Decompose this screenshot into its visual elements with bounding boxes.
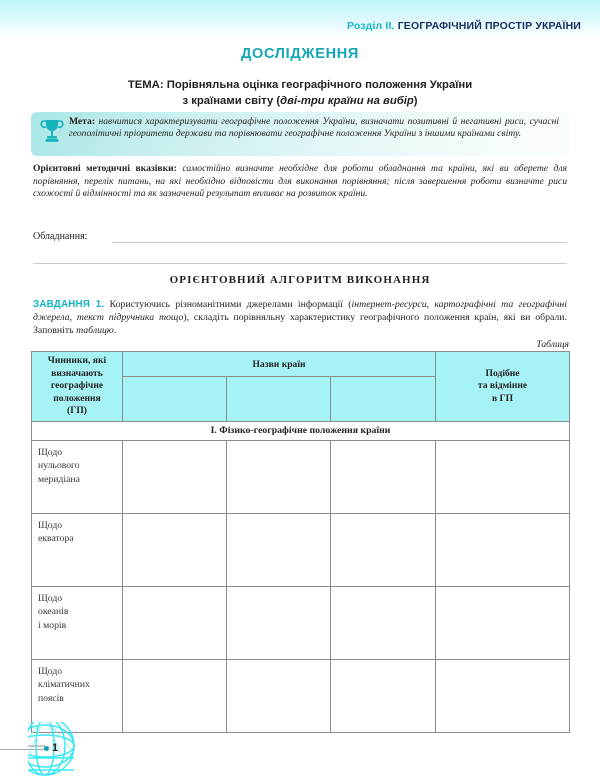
row0-factor-line-0: Щодо — [38, 446, 63, 458]
table-row-factor-0 — [32, 440, 123, 513]
table-cell-r2c2[interactable] — [227, 586, 331, 659]
row3-factor-line-0: Щодо — [38, 665, 63, 677]
equipment-label: Обладнання: — [33, 231, 88, 242]
task-1-italic1: інтернет-ресурси, картографічні та географічні джерела, текст підручника тощо — [33, 299, 568, 324]
table-cell-r1c1[interactable] — [123, 513, 227, 586]
factors-line-3: положення — [53, 392, 101, 404]
goal-label: Мета: — [69, 116, 96, 127]
guidance-body: самостійно визначте необхідне для роботи обладнання та країни, які ви оберете для порівняння, перелік питань, на які необхідно відповісти для виконання порівняння; після завершення роботи визначте риси схожості й відмінності та як зазначений результат впливає на розвиток країни. — [33, 163, 567, 200]
table-row — [32, 513, 570, 586]
task-1-part1: Користуючись різноманітними джерелами інформації ( — [109, 299, 352, 310]
similar-line-2: в ГП — [491, 392, 514, 404]
running-head — [347, 20, 581, 32]
page-number: 1 — [52, 742, 59, 754]
row0-factor-line-2: меридіана — [38, 473, 80, 485]
task-1-label: ЗАВДАННЯ 1. — [33, 299, 105, 310]
table-cell-r3c4[interactable] — [436, 659, 570, 732]
table-section-label-1: I. Фізико-географічне положення країни — [32, 421, 570, 440]
country-name-input-3[interactable] — [331, 376, 436, 421]
table-cell-r0c3[interactable] — [331, 440, 436, 513]
table-caption: Таблиця — [536, 339, 569, 350]
page-number-dot — [44, 746, 49, 751]
row2-factor-line-0: Щодо — [38, 592, 63, 604]
table-header-row-1 — [32, 352, 570, 377]
table-cell-r2c4[interactable] — [436, 586, 570, 659]
task-1-part2: ), складіть порівняльну характеристику географічного положення країн, які ви обрали. Заповніть — [33, 312, 567, 337]
table-cell-r1c4[interactable] — [436, 513, 570, 586]
algorithm-heading: ОРІЄНТОВНИЙ АЛГОРИТМ ВИКОНАННЯ — [169, 274, 431, 286]
table-cell-r0c2[interactable] — [227, 440, 331, 513]
task-1-italic2: таблицю — [76, 325, 114, 337]
factors-line-0: Чинники, які — [47, 355, 107, 366]
task-1-part3: . — [113, 325, 117, 337]
similar-line-1: та відмінне — [477, 380, 528, 392]
table-section-row — [32, 421, 570, 440]
row1-factor-line-1: екватора — [38, 533, 74, 545]
task-1-paragraph — [33, 298, 567, 338]
row3-factor-line-1: кліматичних — [38, 679, 90, 691]
guidance-paragraph — [33, 163, 567, 201]
page-title-line1: ТЕМА: Порівняльна оцінка географічного положення України — [127, 79, 473, 91]
factors-line-2: географічне — [50, 380, 104, 392]
guidance-label: Орієнтовні методичні вказівки: — [33, 163, 177, 174]
table-cell-r3c2[interactable] — [227, 659, 331, 732]
goal-callout — [31, 112, 569, 156]
factors-line-1: визначають — [51, 367, 103, 379]
table-cell-r2c1[interactable] — [123, 586, 227, 659]
country-name-input-1[interactable] — [123, 376, 227, 421]
table-header-similar-different — [436, 352, 570, 422]
goal-body: навчитися характеризувати географічне положення України, визначати позитивні й негативні риси, сучасні геополітичні пріоритети держави та порівнювати географічне положення України з іншими країнами світу. — [69, 116, 560, 140]
table-row — [32, 586, 570, 659]
table-header-countries-group: Назви країн — [123, 352, 436, 377]
row2-factor-line-2: і морів — [38, 619, 67, 631]
page-title-line2 — [30, 93, 570, 109]
running-head-title: ГЕОГРАФІЧНИЙ ПРОСТІР УКРАЇНИ — [397, 20, 581, 32]
country-name-input-2[interactable] — [227, 376, 331, 421]
page-title — [30, 77, 570, 109]
page-title-line2-prefix: з країнами світу ( — [182, 95, 281, 107]
table-header-factors — [32, 352, 123, 422]
row0-factor-line-1: нульового — [38, 460, 80, 472]
table-row — [32, 440, 570, 513]
row2-factor-line-1: океанів — [38, 606, 69, 618]
table-cell-r1c2[interactable] — [227, 513, 331, 586]
table-row — [32, 659, 570, 732]
page-title-line2-italic: дві-три країни на вибір — [280, 95, 414, 107]
table-cell-r0c1[interactable] — [123, 440, 227, 513]
table-cell-r3c1[interactable] — [123, 659, 227, 732]
factors-line-4: (ГП) — [67, 405, 87, 417]
page-kind-title: ДОСЛІДЖЕННЯ — [240, 46, 360, 62]
table-cell-r0c4[interactable] — [436, 440, 570, 513]
table-cell-r2c3[interactable] — [331, 586, 436, 659]
row1-factor-line-0: Щодо — [38, 519, 63, 531]
similar-line-0: Подібне — [485, 367, 520, 379]
comparison-table — [31, 351, 570, 733]
equipment-writeline-1[interactable] — [112, 242, 567, 243]
goal-text — [69, 116, 559, 141]
table-row-factor-2 — [32, 586, 123, 659]
table-cell-r3c3[interactable] — [331, 659, 436, 732]
running-head-prefix: Розділ II. — [346, 20, 395, 32]
table-row-factor-1 — [32, 513, 123, 586]
table-cell-r1c3[interactable] — [331, 513, 436, 586]
equipment-writeline-2[interactable] — [33, 263, 567, 264]
row3-factor-line-2: поясів — [38, 692, 64, 704]
trophy-icon — [40, 118, 64, 144]
globe-icon — [28, 722, 100, 780]
page-title-line2-suffix: ) — [413, 95, 418, 107]
